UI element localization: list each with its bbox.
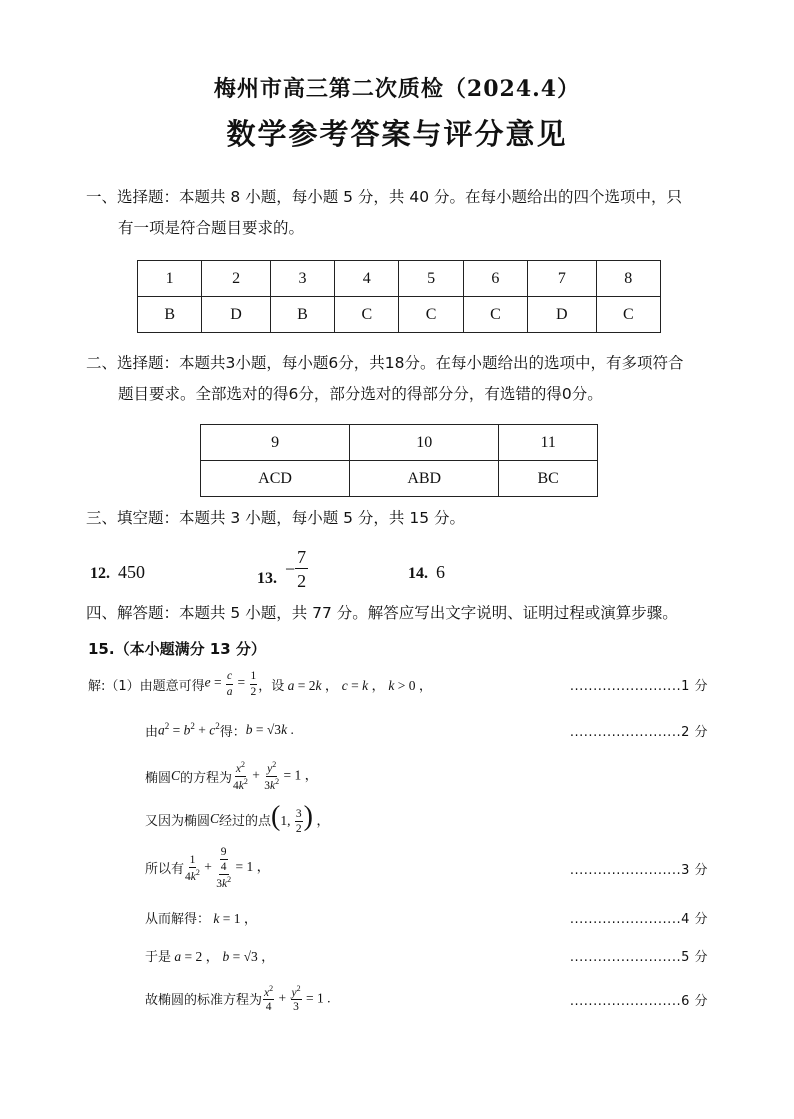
line3-text: 椭圆 bbox=[145, 770, 172, 786]
section1-heading-line1: 一、选择题：本题共 8 小题，每小题 5 分，共 40 分。在每小题给出的四个选项中，只 bbox=[86, 188, 683, 206]
page-title: 梅州市高三第二次质检（2024.4） bbox=[213, 76, 581, 102]
q13-denominator: 2 bbox=[297, 571, 307, 591]
q12-label: 12. bbox=[90, 565, 110, 582]
solution-line-8 bbox=[88, 982, 708, 1016]
score-marker: ........................5 分 bbox=[569, 949, 708, 965]
page-subtitle: 数学参考答案与评分意见 bbox=[226, 117, 568, 151]
table-cell: 7 bbox=[528, 261, 597, 297]
section1-heading bbox=[88, 182, 718, 244]
section4-heading: 四、解答题：本题共 5 小题，共 77 分。解答应写出文字说明、证明过程或演算步骤。 bbox=[86, 604, 678, 622]
q13-label: 13. bbox=[257, 570, 277, 587]
table-cell: 1 bbox=[138, 261, 202, 297]
table-cell: C bbox=[399, 297, 463, 333]
solution-line-2 bbox=[88, 716, 708, 744]
section2-heading-line2: 题目要求。全部选对的得6分，部分选对的得部分分，有选错的得0分。 bbox=[118, 385, 603, 403]
table-cell: BC bbox=[499, 461, 598, 497]
answer-q13 bbox=[257, 548, 308, 590]
line2-text: 由 bbox=[145, 724, 159, 740]
table-cell: B bbox=[138, 297, 202, 333]
score-marker: ........................6 分 bbox=[569, 993, 708, 1009]
table-cell: D bbox=[528, 297, 597, 333]
table-cell: C bbox=[335, 297, 399, 333]
line4-mid: 经过的点 bbox=[219, 813, 272, 829]
line5-text: 所以有 bbox=[145, 862, 185, 878]
table-cell: ABD bbox=[350, 461, 499, 497]
table-cell: 3 bbox=[270, 261, 334, 297]
table-cell: 5 bbox=[399, 261, 463, 297]
q14-label: 14. bbox=[408, 565, 428, 582]
substitution-formula: a = 2k ， c = k ， k > 0 ， bbox=[287, 678, 433, 693]
line8-text: 故椭圆的标准方程为 bbox=[145, 993, 263, 1009]
solution-line-3: 椭圆 C 的方程为 $\frac{x^2}{4k^2}$ + $\frac{y^2}{3k^2}$ = 1 ， bbox=[145, 759, 319, 792]
q13-fraction bbox=[295, 548, 308, 590]
line6-text: 从而解得： bbox=[145, 911, 211, 927]
q12-answer: 450 bbox=[118, 562, 145, 582]
score-marker: ........................2 分 bbox=[569, 724, 708, 740]
solution-line-5 bbox=[88, 844, 708, 892]
ab-values: a = 2 ， b = √3 ， bbox=[174, 949, 275, 964]
q13-numerator: 7 bbox=[297, 547, 307, 567]
line4-text: 又因为椭圆 bbox=[145, 813, 211, 829]
q13-sign: − bbox=[285, 558, 296, 579]
substituted-equation: $\frac{1}{4k^2}$ + $\frac{\frac{9}{4}}{3k^2}$ = 1 ， bbox=[185, 845, 271, 890]
solution-line-6 bbox=[88, 903, 708, 931]
score-marker: ........................4 分 bbox=[569, 911, 708, 927]
point-coordinates: (1, $\frac{3}{2}$ ) ， bbox=[271, 800, 330, 836]
table-cell: C bbox=[463, 297, 527, 333]
section1-answer-table bbox=[137, 260, 661, 333]
ellipse-equation-k: $\frac{x^2}{4k^2}$ + $\frac{y^2}{3k^2}$ = 1 ， bbox=[233, 759, 319, 792]
table-row bbox=[138, 261, 661, 297]
table-cell: ACD bbox=[201, 461, 350, 497]
line1-text: 解:（1）由题意可得 bbox=[88, 678, 205, 694]
section2-heading-line1: 二、选择题：本题共3小题，每小题6分，共18分。在每小题给出的选项中，有多项符合 bbox=[86, 354, 684, 372]
line3-mid: 的方程为 bbox=[180, 770, 233, 786]
score-marker: ........................3 分 bbox=[569, 862, 708, 878]
solution-line-7 bbox=[88, 941, 708, 969]
answer-q14 bbox=[408, 562, 445, 583]
table-row bbox=[201, 425, 598, 461]
solution-line-4: 又因为椭圆 C 经过的点 (1, $\frac{3}{2}$ ) ， bbox=[145, 800, 330, 836]
table-cell: D bbox=[202, 297, 271, 333]
k-value: k = 1 ， bbox=[213, 911, 258, 926]
table-cell: B bbox=[270, 297, 334, 333]
table-cell: 2 bbox=[202, 261, 271, 297]
b-value-formula: b = √3k . bbox=[245, 722, 294, 737]
line2-mid: 得： bbox=[219, 724, 246, 740]
table-cell: 9 bbox=[201, 425, 350, 461]
line1-mid: ，设 bbox=[258, 678, 285, 694]
table-cell: C bbox=[596, 297, 660, 333]
relation-formula: $a^2 = b^2 + c^2$ bbox=[158, 721, 220, 738]
table-row bbox=[201, 461, 598, 497]
section1-heading-line2: 有一项是符合题目要求的。 bbox=[118, 219, 305, 237]
eccentricity-formula: e = $\frac{c}{a}$ = $\frac{1}{2}$ bbox=[204, 670, 257, 698]
section2-answer-table bbox=[200, 424, 598, 497]
table-row bbox=[138, 297, 661, 333]
solution-line-1 bbox=[88, 670, 708, 698]
q15-title: 15.（本小题满分 13 分） bbox=[88, 640, 266, 658]
section2-heading bbox=[88, 348, 718, 410]
section3-heading: 三、填空题：本题共 3 小题，每小题 5 分，共 15 分。 bbox=[86, 509, 466, 527]
answer-q12 bbox=[90, 562, 145, 583]
q14-answer: 6 bbox=[436, 562, 445, 582]
line7-text: 于是 bbox=[145, 949, 172, 965]
table-cell: 6 bbox=[463, 261, 527, 297]
final-ellipse-equation: $\frac{x^2}{4}$ + $\frac{y^2}{3}$ = 1 . bbox=[264, 983, 331, 1014]
table-cell: 10 bbox=[350, 425, 499, 461]
table-cell: 8 bbox=[596, 261, 660, 297]
score-marker: ........................1 分 bbox=[569, 678, 708, 694]
table-cell: 11 bbox=[499, 425, 598, 461]
table-cell: 4 bbox=[335, 261, 399, 297]
